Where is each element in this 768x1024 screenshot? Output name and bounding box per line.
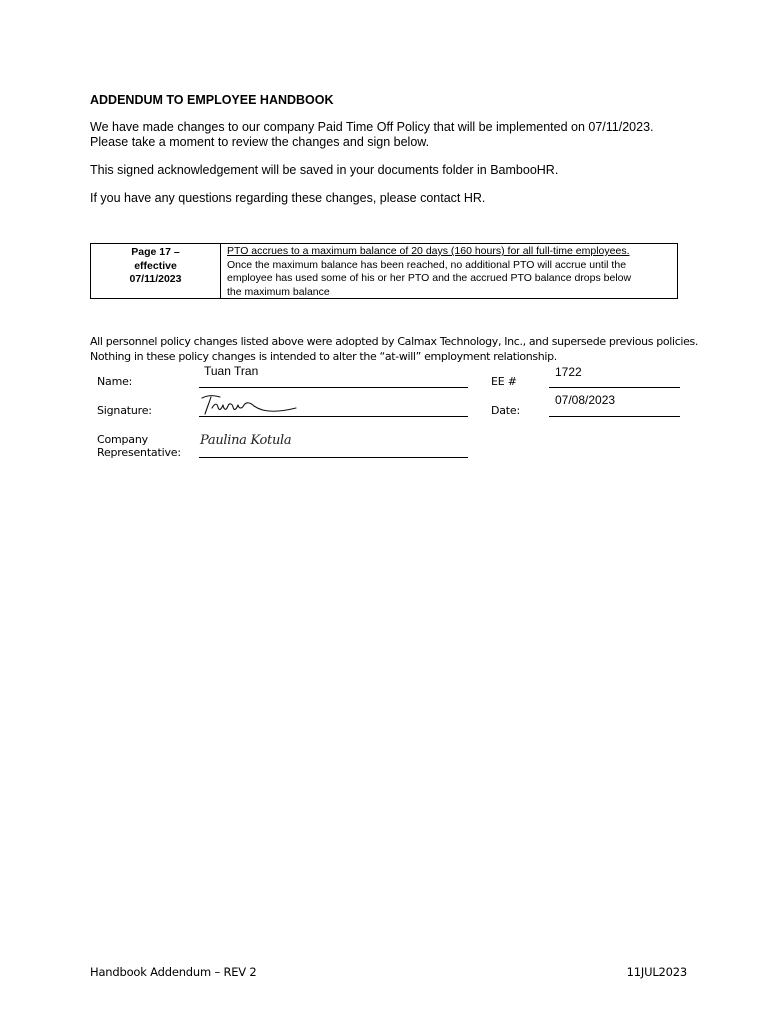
policy-text-line-3: employee has used some of his or her PTO and the accrued PTO balance drops below (227, 272, 632, 284)
name-value: Tuan Tran (204, 364, 259, 378)
representative-label-line-2: Representative: (97, 446, 181, 459)
policy-ref-line-2: effective (134, 259, 177, 272)
legal-line-1: All personnel policy changes listed above were adopted by Calmax Technology, Inc., and supersede previous policies. (90, 335, 699, 348)
name-underline (199, 387, 468, 388)
contact-note: If you have any questions regarding these changes, please contact HR. (90, 191, 486, 205)
signature-label: Signature: (97, 404, 152, 417)
policy-reference-cell (91, 244, 221, 298)
legal-notice (90, 335, 698, 364)
document-title: ADDENDUM TO EMPLOYEE HANDBOOK (90, 93, 334, 107)
ee-number-underline (549, 387, 680, 388)
policy-text-line-4: the maximum balance (227, 285, 330, 298)
policy-change-table (90, 243, 678, 299)
date-label: Date: (491, 404, 520, 417)
saved-note: This signed acknowledgement will be saved in your documents folder in BambooHR. (90, 163, 559, 177)
ee-number-label: EE # (491, 375, 517, 388)
date-value: 07/08/2023 (555, 393, 616, 407)
policy-ref-line-3: 07/11/2023 (129, 273, 182, 285)
representative-underline (199, 457, 468, 458)
employee-signature (198, 390, 302, 418)
footer-left: Handbook Addendum – REV 2 (90, 965, 257, 979)
signature-underline (199, 416, 468, 417)
policy-text-cell (227, 245, 671, 299)
intro-line-1: We have made changes to our company Paid Time Off Policy that will be implemented on 07/11/2023. (90, 120, 654, 134)
intro-paragraph (90, 120, 654, 150)
ee-number-value: 1722 (555, 365, 582, 379)
date-underline (549, 416, 680, 417)
representative-signature: Paulina Kotula (200, 433, 292, 448)
legal-line-2: Nothing in these policy changes is intended to alter the “at-will” employment relationship. (90, 349, 557, 363)
representative-label (97, 433, 181, 459)
policy-ref-line-1: Page 17 – (131, 246, 180, 258)
policy-text-line-1: PTO accrues to a maximum balance of 20 days (160 hours) for all full-time employees. (227, 245, 630, 257)
footer-right: 11JUL2023 (626, 965, 687, 979)
representative-label-line-1: Company (97, 433, 148, 446)
name-label: Name: (97, 375, 133, 388)
intro-line-2: Please take a moment to review the changes and sign below. (90, 135, 430, 149)
policy-text-line-2: Once the maximum balance has been reached, no additional PTO will accrue until the (227, 258, 627, 271)
